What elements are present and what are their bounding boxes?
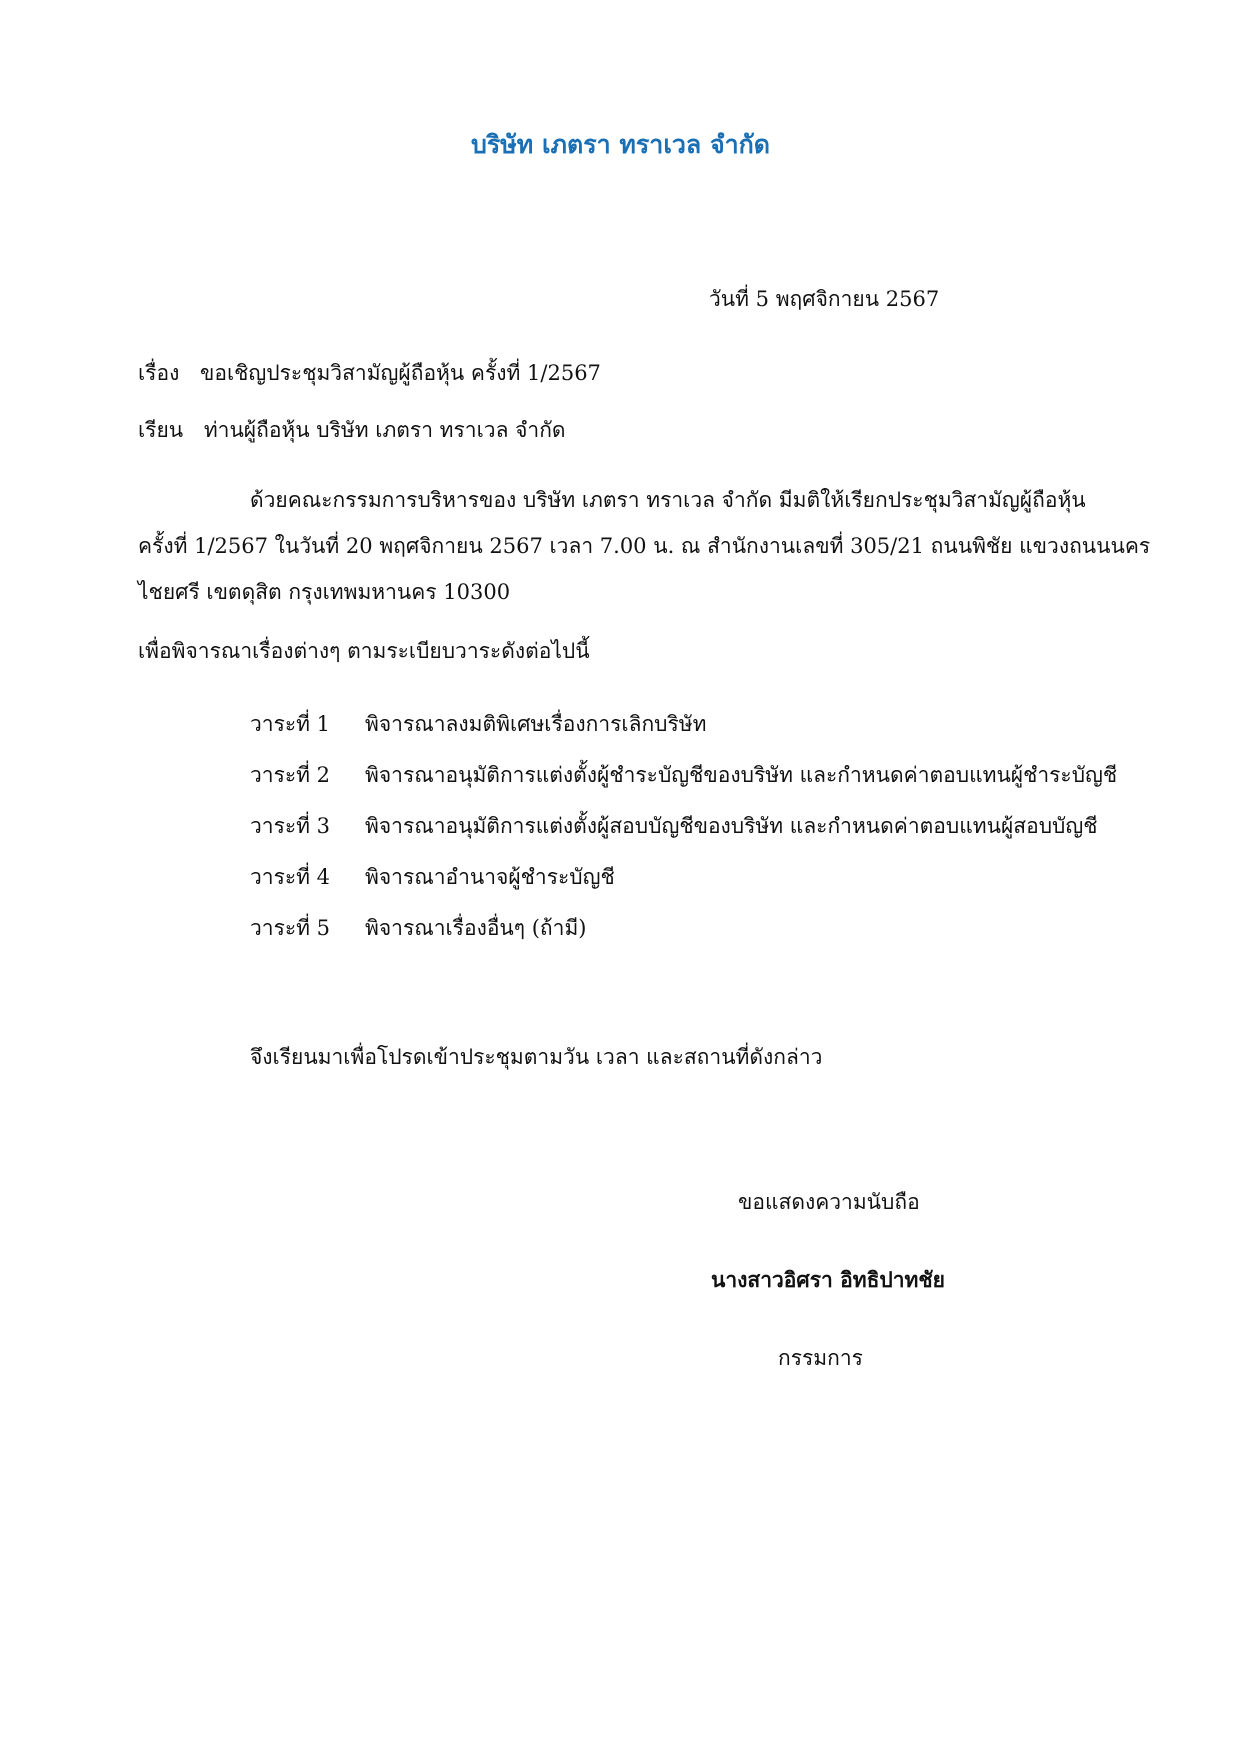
signer-name: นางสาวอิศรา อิทธิปาทชัย <box>711 1267 945 1292</box>
agenda-text: พิจารณาอนุมัติการแต่งตั้งผู้สอบบัญชีของบริษัท และกำหนดค่าตอบแทนผู้สอบบัญชี <box>365 814 1098 838</box>
agenda-text: พิจารณาลงมติพิเศษเรื่องการเลิกบริษัท <box>365 712 707 736</box>
body-line: ด้วยคณะกรรมการบริหารของ บริษัท เภตรา ทราเวล จำกัด มีมติให้เรียกประชุมวิสามัญผู้ถือหุ้น <box>250 488 1086 512</box>
agenda-item <box>250 914 586 942</box>
agenda-item <box>250 863 615 891</box>
recipient-label: เรียน <box>138 418 184 442</box>
agenda-label: วาระที่ 1 <box>250 712 331 736</box>
agenda-text: พิจารณาอำนาจผู้ชำระบัญชี <box>365 865 615 889</box>
letter-date: วันที่ 5 พฤศจิกายน 2567 <box>709 287 940 311</box>
body-line: เพื่อพิจารณาเรื่องต่างๆ ตามระเบียบวาระดังต่อไปนี้ <box>138 639 590 663</box>
body-line: ครั้งที่ 1/2567 ในวันที่ 20 พฤศจิกายน 2567 เวลา 7.00 น. ณ สำนักงานเลขที่ 305/21 ถนนพิชัย แขวงถนนนคร <box>138 534 1151 558</box>
agenda-label: วาระที่ 3 <box>250 814 331 838</box>
body-line: ไชยศรี เขตดุสิต กรุงเทพมหานคร 10300 <box>138 580 511 604</box>
agenda-text: พิจารณาเรื่องอื่นๆ (ถ้ามี) <box>365 916 587 940</box>
signer-position: กรรมการ <box>778 1346 863 1370</box>
agenda-label: วาระที่ 2 <box>250 763 331 787</box>
subject-line <box>138 359 601 387</box>
company-title: บริษัท เภตรา ทราเวล จำกัด <box>471 130 770 159</box>
recipient-line <box>138 416 566 444</box>
regards-line: ขอแสดงความนับถือ <box>738 1190 920 1214</box>
recipient-text: ท่านผู้ถือหุ้น บริษัท เภตรา ทราเวล จำกัด <box>203 418 566 442</box>
agenda-item <box>250 761 1117 789</box>
closing-line: จึงเรียนมาเพื่อโปรดเข้าประชุมตามวัน เวลา และสถานที่ดังกล่าว <box>250 1045 823 1069</box>
agenda-item <box>250 710 706 738</box>
agenda-item <box>250 812 1098 840</box>
subject-label: เรื่อง <box>138 361 180 385</box>
agenda-label: วาระที่ 5 <box>250 916 331 940</box>
agenda-label: วาระที่ 4 <box>250 865 331 889</box>
subject-text: ขอเชิญประชุมวิสามัญผู้ถือหุ้น ครั้งที่ 1/2567 <box>200 361 601 385</box>
agenda-text: พิจารณาอนุมัติการแต่งตั้งผู้ชำระบัญชีของบริษัท และกำหนดค่าตอบแทนผู้ชำระบัญชี <box>365 763 1118 787</box>
